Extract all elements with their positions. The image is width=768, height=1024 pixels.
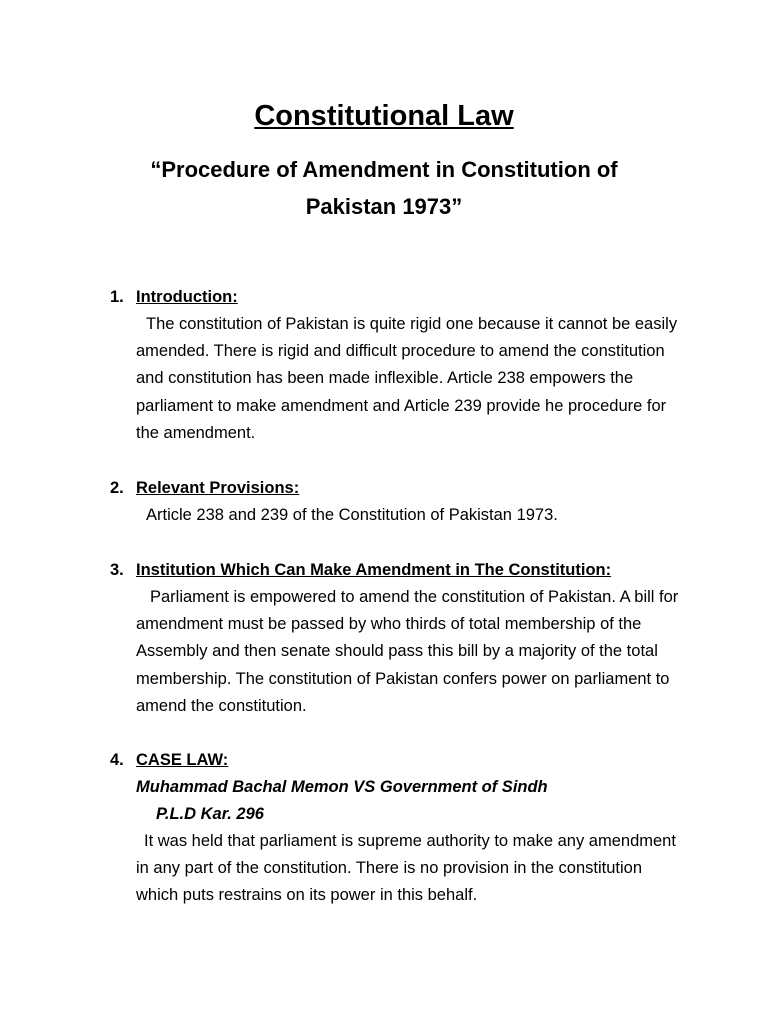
case-body [136, 828, 684, 910]
section-number: 2. [110, 479, 124, 497]
case-citation: P.L.D Kar. 296 [156, 805, 264, 823]
section-body [136, 311, 684, 447]
section-number: 4. [110, 751, 124, 769]
section-body [136, 584, 684, 720]
section-heading: Relevant Provisions: [136, 479, 300, 497]
section-number: 1. [110, 288, 124, 306]
section-heading: CASE LAW: [136, 751, 229, 769]
case-name: Muhammad Bachal Memon VS Government of Sindh [136, 778, 548, 796]
section-paragraph: Article 238 and 239 of the Constitution of Pakistan 1973. [146, 506, 558, 524]
section-paragraph: The constitution of Pakistan is quite rigid one because it cannot be easily amended. There is rigid and difficult procedure to amend the constitution and constitution has been made inflexible. Article 238 empowers the parliament to make amendment and Article 239 provide he procedure for the amendment. [136, 315, 678, 442]
section-heading: Institution Which Can Make Amendment in The Constitution: [136, 561, 612, 579]
document-subtitle: “Procedure of Amendment in Constitution of Pakistan 1973” [150, 157, 618, 219]
document-title: Constitutional Law [254, 100, 514, 132]
section-body [136, 502, 684, 529]
section-number: 3. [110, 561, 124, 579]
section-paragraph: Parliament is empowered to amend the constitution of Pakistan. A bill for amendment must be passed by who thirds of total membership of the Assembly and then senate should pass this bill by a majority of the total membership. The constitution of Pakistan confers power on parliament to amend the constitution. [136, 588, 679, 715]
section-paragraph: It was held that parliament is supreme authority to make any amendment in any part of the constitution. There is no provision in the constitution which puts restrains on its power in this behalf. [136, 832, 676, 905]
section-heading: Introduction: [136, 288, 238, 306]
